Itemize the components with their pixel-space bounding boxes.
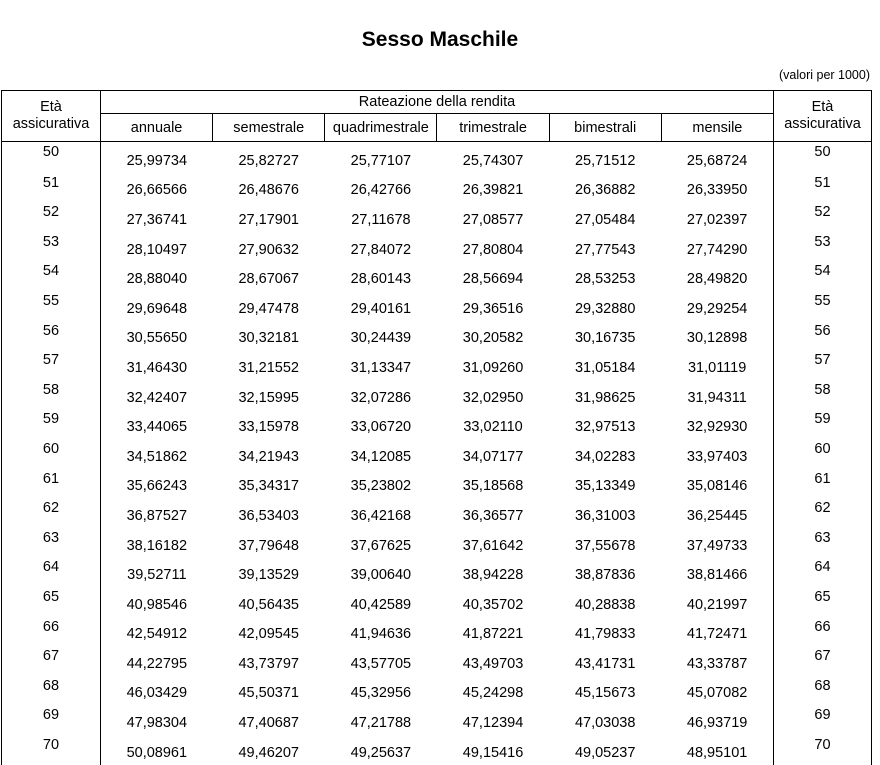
value-cell: 40,28838 — [574, 596, 636, 613]
value-cell: 25,77107 — [350, 152, 412, 169]
column-header: mensile — [661, 114, 773, 142]
table-row — [2, 706, 872, 736]
age-cell-right: 70 — [774, 736, 872, 765]
column-header: annuale — [101, 114, 213, 142]
value-cell: 28,56694 — [462, 271, 524, 288]
value-cell: 43,57705 — [350, 655, 412, 672]
table-row — [2, 174, 872, 204]
column-header: semestrale — [213, 114, 325, 142]
value-cell: 36,42168 — [350, 507, 412, 524]
value-cell: 45,32956 — [350, 685, 412, 702]
age-cell-right: 52 — [774, 203, 872, 233]
table-row — [2, 470, 872, 500]
value-cell: 25,71512 — [574, 152, 636, 169]
value-cell: 27,84072 — [350, 241, 412, 258]
value-cell: 42,54912 — [126, 626, 188, 643]
column-header: trimestrale — [437, 114, 549, 142]
age-cell-left: 66 — [2, 618, 101, 648]
value-cell: 38,81466 — [686, 567, 748, 584]
age-cell-left: 67 — [2, 647, 101, 677]
age-cell-left: 57 — [2, 351, 101, 381]
value-cell: 31,05184 — [574, 359, 636, 376]
table-row — [2, 529, 872, 559]
age-cell-left: 60 — [2, 440, 101, 470]
age-cell-left: 52 — [2, 203, 101, 233]
age-cell-right: 65 — [774, 588, 872, 618]
value-cell: 41,87221 — [462, 626, 524, 643]
value-cell: 26,48676 — [238, 182, 299, 199]
table-row — [2, 410, 872, 440]
value-cell: 45,24298 — [462, 685, 524, 702]
age-cell-left: 62 — [2, 499, 101, 529]
table-row — [2, 381, 872, 411]
value-cell: 49,05237 — [574, 744, 636, 761]
table-row — [2, 588, 872, 618]
value-cell: 45,15673 — [574, 685, 636, 702]
value-cell: 25,74307 — [462, 152, 524, 169]
value-cell: 47,03038 — [574, 715, 636, 732]
group-header: Rateazione della rendita — [101, 91, 774, 114]
age-cell-right: 54 — [774, 262, 872, 292]
table-row — [2, 677, 872, 707]
value-cell: 48,95101 — [686, 744, 748, 761]
age-cell-left: 63 — [2, 529, 101, 559]
age-cell-right: 56 — [774, 322, 872, 352]
table-row — [2, 736, 872, 765]
value-cell: 41,72471 — [686, 626, 748, 643]
value-cell: 32,15995 — [238, 389, 299, 406]
value-cell: 29,47478 — [238, 300, 299, 317]
value-cell: 39,13529 — [238, 567, 299, 584]
value-cell: 29,40161 — [350, 300, 412, 317]
age-cell-left: 58 — [2, 381, 101, 411]
value-cell: 25,99734 — [126, 152, 188, 169]
table-row — [2, 233, 872, 263]
value-cell: 34,21943 — [238, 448, 299, 465]
value-cell: 39,00640 — [350, 567, 412, 584]
value-cell: 34,02283 — [574, 448, 636, 465]
age-cell-right: 57 — [774, 351, 872, 381]
value-cell: 39,52711 — [127, 567, 187, 584]
value-cell: 28,53253 — [574, 271, 636, 288]
value-cell: 36,87527 — [126, 507, 188, 524]
age-cell-right: 60 — [774, 440, 872, 470]
age-cell-right: 64 — [774, 558, 872, 588]
value-cell: 33,06720 — [350, 419, 412, 436]
table-row — [2, 499, 872, 529]
column-header: quadrimestrale — [325, 114, 437, 142]
value-cell: 36,31003 — [574, 507, 636, 524]
value-cell: 43,73797 — [238, 655, 299, 672]
value-cell: 29,32880 — [574, 300, 636, 317]
value-cell: 40,56435 — [238, 596, 299, 613]
value-cell: 28,49820 — [686, 271, 748, 288]
table-row — [2, 142, 872, 174]
value-cell: 27,02397 — [686, 211, 748, 228]
age-cell-right: 66 — [774, 618, 872, 648]
age-cell-left: 50 — [2, 142, 101, 174]
value-cell: 27,80804 — [462, 241, 524, 258]
annuity-rates-table — [1, 90, 872, 765]
value-cell: 30,12898 — [686, 330, 748, 347]
age-header-right: Età assicurativa — [774, 91, 872, 142]
age-cell-left: 55 — [2, 292, 101, 322]
value-cell: 28,60143 — [350, 271, 412, 288]
value-cell: 28,88040 — [126, 271, 188, 288]
age-cell-right: 63 — [774, 529, 872, 559]
age-cell-right: 50 — [774, 142, 872, 174]
table-row — [2, 351, 872, 381]
value-cell: 27,90632 — [238, 241, 299, 258]
value-cell: 34,12085 — [350, 448, 412, 465]
value-cell: 47,21788 — [350, 715, 412, 732]
value-cell: 27,05484 — [574, 211, 636, 228]
value-cell: 46,03429 — [126, 685, 188, 702]
value-cell: 41,79833 — [574, 626, 636, 643]
value-cell: 25,82727 — [238, 152, 299, 169]
value-cell: 30,20582 — [462, 330, 524, 347]
value-cell: 31,94311 — [687, 389, 747, 406]
age-cell-left: 59 — [2, 410, 101, 440]
age-cell-left: 65 — [2, 588, 101, 618]
value-cell: 30,16735 — [574, 330, 636, 347]
value-cell: 28,10497 — [126, 241, 188, 258]
age-cell-left: 61 — [2, 470, 101, 500]
value-cell: 30,32181 — [238, 330, 299, 347]
value-cell: 38,16182 — [126, 537, 188, 554]
value-cell: 31,01119 — [687, 359, 747, 376]
age-cell-right: 62 — [774, 499, 872, 529]
value-cell: 30,55650 — [126, 330, 188, 347]
table-row — [2, 262, 872, 292]
page-title: Sesso Maschile — [361, 28, 519, 51]
age-cell-right: 61 — [774, 470, 872, 500]
value-cell: 40,21997 — [686, 596, 748, 613]
value-cell: 32,92930 — [686, 419, 748, 436]
table-row — [2, 647, 872, 677]
value-cell: 35,34317 — [238, 478, 299, 495]
table-row — [2, 558, 872, 588]
value-cell: 31,09260 — [462, 359, 524, 376]
value-cell: 33,02110 — [463, 419, 523, 436]
value-cell: 45,50371 — [238, 685, 299, 702]
value-cell: 29,29254 — [686, 300, 748, 317]
value-cell: 30,24439 — [350, 330, 412, 347]
age-cell-right: 55 — [774, 292, 872, 322]
value-cell: 35,66243 — [126, 478, 188, 495]
age-cell-left: 53 — [2, 233, 101, 263]
value-cell: 36,36577 — [462, 507, 524, 524]
value-cell: 26,36882 — [574, 182, 636, 199]
age-cell-right: 58 — [774, 381, 872, 411]
value-cell: 35,23802 — [350, 478, 412, 495]
value-cell: 31,21552 — [238, 359, 299, 376]
units-note: (valori per 1000) — [778, 68, 870, 82]
value-cell: 26,42766 — [350, 182, 412, 199]
value-cell: 36,53403 — [238, 507, 299, 524]
value-cell: 50,08961 — [126, 744, 188, 761]
value-cell: 32,02950 — [462, 389, 524, 406]
value-cell: 42,09545 — [238, 626, 299, 643]
value-cell: 44,22795 — [126, 655, 188, 672]
value-cell: 47,12394 — [462, 715, 524, 732]
value-cell: 33,44065 — [126, 419, 188, 436]
value-cell: 49,15416 — [462, 744, 524, 761]
value-cell: 33,97403 — [686, 448, 748, 465]
value-cell: 38,94228 — [462, 567, 524, 584]
age-cell-right: 69 — [774, 706, 872, 736]
value-cell: 47,40687 — [238, 715, 299, 732]
value-cell: 32,97513 — [574, 419, 636, 436]
value-cell: 37,67625 — [350, 537, 412, 554]
value-cell: 36,25445 — [686, 507, 748, 524]
value-cell: 41,94636 — [350, 626, 412, 643]
table-row — [2, 292, 872, 322]
age-cell-right: 59 — [774, 410, 872, 440]
value-cell: 27,11678 — [351, 211, 411, 228]
value-cell: 43,49703 — [462, 655, 524, 672]
value-cell: 31,13347 — [350, 359, 412, 376]
age-cell-right: 67 — [774, 647, 872, 677]
age-cell-left: 70 — [2, 736, 101, 765]
value-cell: 29,69648 — [126, 300, 188, 317]
value-cell: 38,87836 — [574, 567, 636, 584]
value-cell: 37,79648 — [238, 537, 299, 554]
value-cell: 43,33787 — [686, 655, 748, 672]
value-cell: 34,07177 — [462, 448, 524, 465]
value-cell: 26,33950 — [686, 182, 748, 199]
value-cell: 26,66566 — [126, 182, 188, 199]
value-cell: 31,46430 — [126, 359, 188, 376]
value-cell: 40,98546 — [126, 596, 188, 613]
value-cell: 31,98625 — [574, 389, 636, 406]
value-cell: 35,13349 — [574, 478, 636, 495]
value-cell: 26,39821 — [462, 182, 524, 199]
value-cell: 37,49733 — [686, 537, 748, 554]
age-cell-right: 68 — [774, 677, 872, 707]
value-cell: 49,46207 — [238, 744, 299, 761]
value-cell: 33,15978 — [238, 419, 299, 436]
age-cell-right: 53 — [774, 233, 872, 263]
value-cell: 27,77543 — [574, 241, 636, 258]
value-cell: 29,36516 — [462, 300, 524, 317]
value-cell: 35,08146 — [686, 478, 748, 495]
column-header: bimestrali — [549, 114, 661, 142]
age-header-left: Età assicurativa — [2, 91, 101, 142]
table-row — [2, 203, 872, 233]
age-cell-left: 56 — [2, 322, 101, 352]
table-row — [2, 618, 872, 648]
value-cell: 45,07082 — [686, 685, 748, 702]
value-cell: 40,42589 — [350, 596, 412, 613]
age-cell-left: 64 — [2, 558, 101, 588]
age-cell-left: 54 — [2, 262, 101, 292]
value-cell: 35,18568 — [462, 478, 524, 495]
age-cell-left: 68 — [2, 677, 101, 707]
table-row — [2, 440, 872, 470]
value-cell: 27,17901 — [238, 211, 299, 228]
value-cell: 32,07286 — [350, 389, 412, 406]
value-cell: 40,35702 — [462, 596, 524, 613]
value-cell: 34,51862 — [126, 448, 188, 465]
value-cell: 49,25637 — [350, 744, 412, 761]
value-cell: 46,93719 — [686, 715, 748, 732]
value-cell: 37,55678 — [574, 537, 636, 554]
value-cell: 27,36741 — [126, 211, 188, 228]
value-cell: 28,67067 — [238, 271, 299, 288]
value-cell: 25,68724 — [686, 152, 748, 169]
age-cell-right: 51 — [774, 174, 872, 204]
value-cell: 37,61642 — [462, 537, 524, 554]
age-cell-left: 69 — [2, 706, 101, 736]
value-cell: 27,74290 — [686, 241, 748, 258]
table-row — [2, 322, 872, 352]
value-cell: 27,08577 — [462, 211, 524, 228]
value-cell: 47,98304 — [126, 715, 188, 732]
value-cell: 32,42407 — [126, 389, 188, 406]
age-cell-left: 51 — [2, 174, 101, 204]
value-cell: 43,41731 — [574, 655, 636, 672]
